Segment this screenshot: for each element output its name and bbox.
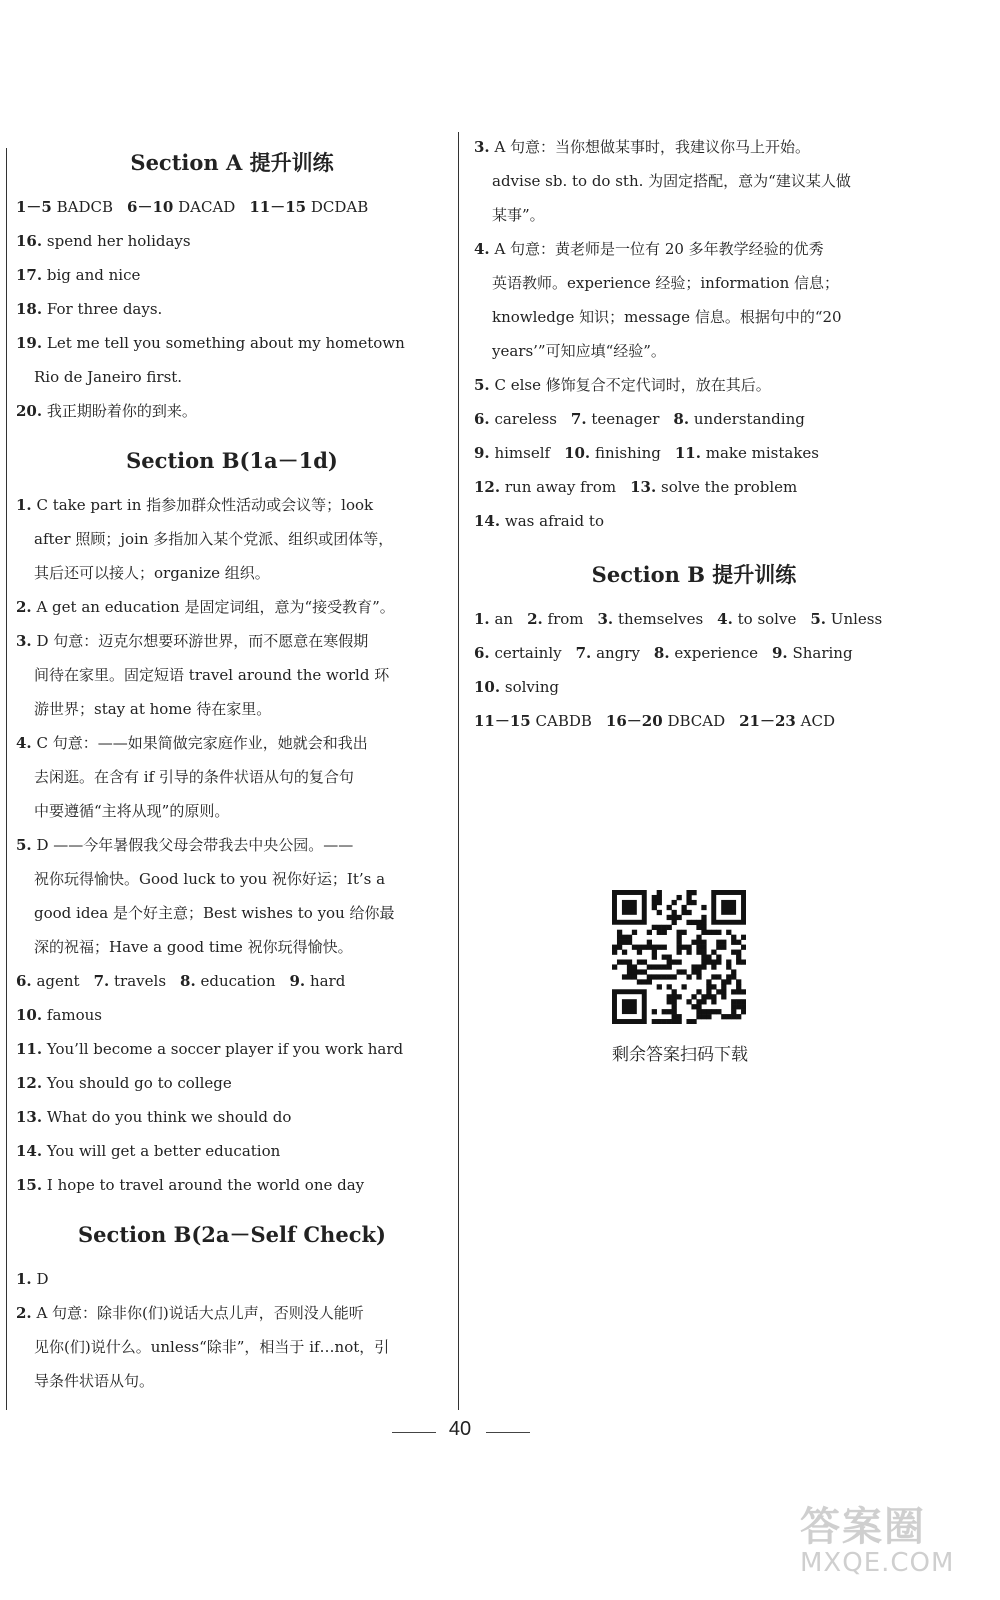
- answer-text: D 句意：迈克尔想要环游世界，而不愿意在寒假期: [36, 632, 369, 650]
- answer-line: [16, 964, 448, 998]
- answer-number: 8.: [653, 644, 670, 662]
- answer-text: solve the problem: [661, 478, 798, 496]
- answer-line: [474, 232, 914, 266]
- answer-text: hard: [309, 972, 346, 990]
- answer-text: from: [547, 610, 584, 628]
- answer-line: [16, 224, 448, 258]
- answer-line: [474, 602, 914, 636]
- answer-number: 10.: [474, 678, 501, 696]
- answer-line: [16, 624, 448, 658]
- answer-line: [474, 402, 914, 436]
- answer-number: 5.: [16, 836, 32, 854]
- answer-text: DCDAB: [310, 198, 369, 216]
- answer-number: 1.: [474, 610, 490, 628]
- answer-line: [16, 488, 448, 522]
- answer-number: 1－5: [16, 198, 52, 216]
- answer-number: 19.: [16, 334, 43, 352]
- answer-line: [16, 590, 448, 624]
- answer-number: 8.: [673, 410, 690, 428]
- answer-text: 我正期盼着你的到来。: [46, 402, 197, 420]
- answer-continuation: 深的祝福；Have a good time 祝你玩得愉快。: [34, 938, 353, 956]
- answer-number: 11.: [16, 1040, 43, 1058]
- answer-text: C 句意：——如果简做完家庭作业，她就会和我出: [36, 734, 368, 752]
- answer-number: 9.: [474, 444, 490, 462]
- answer-number: 16.: [16, 232, 43, 250]
- answer-number: 7.: [93, 972, 110, 990]
- answer-block: [16, 1262, 448, 1398]
- watermark-line2: MXQE.COM: [800, 1548, 955, 1578]
- answer-line: [16, 998, 448, 1032]
- answer-number: 9.: [289, 972, 306, 990]
- answer-line: [474, 670, 914, 704]
- watermark-logo: [800, 1495, 954, 1578]
- answer-continuation: 去闲逛。在含有 if 引导的条件状语从句的复合句: [34, 768, 354, 786]
- answer-number: 15.: [16, 1176, 43, 1194]
- answer-text: BADCB: [56, 198, 114, 216]
- answer-block: [16, 190, 448, 428]
- answer-continuation: 祝你玩得愉快。Good luck to you 祝你好运；It’s a: [34, 870, 386, 888]
- answer-continuation: 见你(们)说什么。unless“除非”，相当于 if…not，引: [34, 1338, 390, 1356]
- answer-line: [474, 636, 914, 670]
- section-title: Section B(2a－Self Check): [78, 1222, 386, 1247]
- answer-text: CABDB: [535, 712, 592, 730]
- answer-number: 9.: [771, 644, 788, 662]
- answer-line: [474, 368, 914, 402]
- answer-line: [16, 394, 448, 428]
- answer-block: [474, 130, 914, 538]
- answer-number: 6.: [474, 410, 490, 428]
- answer-number: 1.: [16, 496, 32, 514]
- answer-number: 13.: [16, 1108, 43, 1126]
- watermark-line1: 答案圈: [800, 1504, 926, 1550]
- left-column: [16, 130, 448, 1398]
- answer-continuation: 某事”。: [492, 206, 545, 224]
- answer-text: Let me tell you something about my hometown: [46, 334, 405, 352]
- answer-text: understanding: [693, 410, 805, 428]
- answer-number: 7.: [570, 410, 587, 428]
- answer-line: [16, 1296, 448, 1330]
- column-divider: [458, 132, 459, 1410]
- answer-text: to solve: [737, 610, 797, 628]
- answer-line: [474, 704, 914, 738]
- answer-continuation: 间待在家里。固定短语 travel around the world 环: [34, 666, 390, 684]
- answer-number: 5.: [810, 610, 827, 628]
- answer-continuation: 游世界；stay at home 待在家里。: [34, 700, 272, 718]
- answer-text: A 句意：除非你(们)说话大点儿声，否则没人能听: [36, 1304, 364, 1322]
- answer-line: [474, 504, 914, 538]
- answer-continuation: after 照顾；join 多指加入某个党派、组织或团体等，: [34, 530, 394, 548]
- answer-number: 10.: [16, 1006, 43, 1024]
- answer-number: 5.: [474, 376, 490, 394]
- answer-block: [474, 602, 914, 738]
- answer-text: Sharing: [792, 644, 853, 662]
- answer-number: 2.: [16, 1304, 32, 1322]
- answer-line: [16, 828, 448, 862]
- answer-continuation: Rio de Janeiro first.: [34, 368, 183, 386]
- answer-line: [16, 258, 448, 292]
- answer-text: DBCAD: [667, 712, 726, 730]
- answer-text: DACAD: [178, 198, 236, 216]
- answer-line: [16, 1032, 448, 1066]
- answer-text: finishing: [594, 444, 661, 462]
- answer-block: [16, 488, 448, 1202]
- answer-text: I hope to travel around the world one day: [46, 1176, 365, 1194]
- answer-number: 11－15: [249, 198, 307, 216]
- answer-number: 14.: [474, 512, 501, 530]
- answer-number: 17.: [16, 266, 43, 284]
- answer-text: C take part in 指参加群众性活动或会议等；look: [36, 496, 374, 514]
- answer-text: certainly: [494, 644, 562, 662]
- page-number-rule-right: [486, 1432, 530, 1433]
- answer-line: [474, 130, 914, 164]
- answer-text: teenager: [591, 410, 660, 428]
- answer-text: experience: [674, 644, 758, 662]
- answer-continuation: 导条件状语从句。: [34, 1372, 155, 1390]
- answer-text: spend her holidays: [46, 232, 191, 250]
- answer-continuation: years’”可知应填“经验”。: [492, 342, 666, 360]
- answer-text: C else 修饰复合不定代词时，放在其后。: [494, 376, 771, 394]
- answer-number: 4.: [474, 240, 490, 258]
- answer-line: [16, 190, 448, 224]
- answer-number: 20.: [16, 402, 43, 420]
- qr-code-icon: [612, 890, 746, 1024]
- answer-number: 3.: [597, 610, 614, 628]
- answer-text: themselves: [617, 610, 704, 628]
- answer-text: education: [200, 972, 276, 990]
- answer-number: 4.: [717, 610, 733, 628]
- answer-text: D: [36, 1270, 49, 1288]
- section-title: Section B 提升训练: [591, 562, 797, 587]
- answer-text: make mistakes: [705, 444, 819, 462]
- answer-number: 18.: [16, 300, 43, 318]
- answer-number: 6.: [16, 972, 32, 990]
- answer-number: 21－23: [739, 712, 796, 730]
- answer-line: [16, 1168, 448, 1202]
- qr-caption: 剩余答案扫码下载: [612, 1045, 748, 1065]
- answer-continuation: 中要遵循“主将从现”的原则。: [34, 802, 230, 820]
- answer-text: You will get a better education: [46, 1142, 281, 1160]
- answer-continuation: good idea 是个好主意；Best wishes to you 给你最: [34, 904, 395, 922]
- answer-text: careless: [494, 410, 557, 428]
- answer-line: [16, 1262, 448, 1296]
- answer-number: 6－10: [127, 198, 174, 216]
- answer-text: run away from: [504, 478, 617, 496]
- answer-continuation: advise sb. to do sth. 为固定搭配，意为“建议某人做: [492, 172, 851, 190]
- answer-text: famous: [46, 1006, 102, 1024]
- answer-text: travels: [114, 972, 167, 990]
- answer-number: 11－15: [474, 712, 531, 730]
- answer-continuation: knowledge 知识；message 信息。根据句中的“20: [492, 308, 842, 326]
- answer-text: angry: [596, 644, 640, 662]
- answer-line: [16, 726, 448, 760]
- answer-number: 7.: [575, 644, 592, 662]
- qr-code[interactable]: [612, 890, 746, 1024]
- right-column: [474, 130, 914, 738]
- left-margin-rule: [6, 148, 7, 1410]
- answer-text: Unless: [830, 610, 883, 628]
- answer-line: [474, 470, 914, 504]
- answer-text: What do you think we should do: [46, 1108, 292, 1126]
- answer-text: solving: [504, 678, 559, 696]
- answer-number: 4.: [16, 734, 32, 752]
- answer-line: [16, 1066, 448, 1100]
- answer-number: 14.: [16, 1142, 43, 1160]
- answer-text: agent: [36, 972, 80, 990]
- answer-number: 8.: [180, 972, 196, 990]
- answer-number: 16－20: [605, 712, 663, 730]
- answer-number: 10.: [564, 444, 591, 462]
- answer-text: was afraid to: [504, 512, 604, 530]
- section-title: Section B(1a－1d): [126, 448, 338, 473]
- answer-number: 11.: [674, 444, 701, 462]
- answer-text: You’ll become a soccer player if you work hard: [46, 1040, 404, 1058]
- answer-text: A get an education 是固定词组，意为“接受教育”。: [36, 598, 395, 616]
- answer-text: big and nice: [46, 266, 141, 284]
- answer-number: 1.: [16, 1270, 32, 1288]
- answer-number: 2.: [16, 598, 32, 616]
- answer-number: 12.: [474, 478, 501, 496]
- answer-text: D ——今年暑假我父母会带我去中央公园。——: [36, 836, 354, 854]
- answer-line: [16, 1100, 448, 1134]
- answer-text: ACD: [800, 712, 835, 730]
- answer-line: [16, 326, 448, 360]
- answer-line: [16, 1134, 448, 1168]
- page-number: 40: [448, 1418, 472, 1440]
- answer-continuation: 英语教师。experience 经验；information 信息；: [492, 274, 840, 292]
- answer-number: 3.: [16, 632, 32, 650]
- answer-number: 13.: [630, 478, 657, 496]
- answer-number: 2.: [527, 610, 543, 628]
- answer-continuation: 其后还可以接人；organize 组织。: [34, 564, 270, 582]
- answer-line: [16, 292, 448, 326]
- answer-number: 3.: [474, 138, 490, 156]
- answer-number: 12.: [16, 1074, 43, 1092]
- section-title: Section A 提升训练: [130, 150, 334, 175]
- answer-text: You should go to college: [46, 1074, 232, 1092]
- answer-text: an: [494, 610, 514, 628]
- answer-text: himself: [494, 444, 551, 462]
- answer-line: [474, 436, 914, 470]
- answer-text: A 句意：当你想做某事时，我建议你马上开始。: [494, 138, 811, 156]
- answer-text: For three days.: [46, 300, 163, 318]
- answer-number: 6.: [474, 644, 490, 662]
- answer-text: A 句意：黄老师是一位有 20 多年教学经验的优秀: [494, 240, 824, 258]
